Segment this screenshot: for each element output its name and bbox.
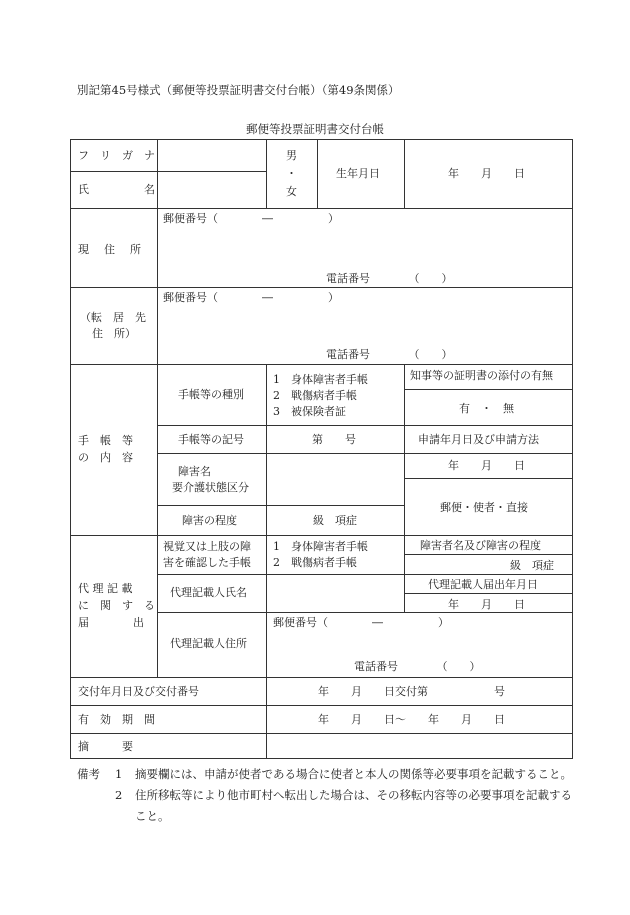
notes-label: 備考	[77, 767, 100, 781]
notebook-type-1: 1 身体障害者手帳	[273, 373, 368, 386]
notes	[77, 764, 577, 827]
notebook-symbol-label: 手帳等の記号	[178, 433, 244, 446]
form-title: 郵便等投票証明書交付台帳	[246, 122, 384, 136]
proxy-section-label-3: 届 出	[78, 616, 144, 629]
proxy-confirm-label: 視覚又は上肢の障	[163, 540, 251, 553]
apply-date: 年 月 日	[448, 459, 525, 472]
proxy-section-label: 代 理 記 載	[78, 582, 133, 595]
application-label: 申請年月日及び申請方法	[418, 433, 539, 446]
yes-no: 有 ・ 無	[459, 402, 514, 415]
valid-label: 有 効 期 間	[78, 713, 155, 726]
name-label: 氏 名	[78, 183, 155, 196]
phone-number: 電話番号 （ ）	[326, 272, 453, 285]
proxy-section-label-2: に 関 す る	[78, 599, 155, 612]
note-text: 摘要欄には、申請が使者である場合に使者と本人の関係等必要事項を記載すること。	[135, 767, 572, 781]
notebook-type-label: 手帳等の種別	[178, 388, 244, 401]
proxy-confirm-label-2: 害を確認した手帳	[163, 556, 251, 569]
notebook-section-label-2: の 内 容	[78, 451, 133, 464]
address-label: 現 住 所	[78, 243, 143, 256]
notebook-type-2: 2 戦傷病者手帳	[273, 389, 357, 402]
proxy-phone-number: 電話番号 （ ）	[354, 660, 481, 673]
gender-male: 男	[286, 149, 297, 162]
care-level-label: 要介護状態区分	[172, 481, 249, 494]
disability-name-label: 障害名	[178, 465, 211, 478]
remarks-label: 摘 要	[78, 740, 133, 753]
note-text: 住所移転等により他市町村へ転出した場合は、その移転内容等の必要事項を記載すること。	[135, 788, 572, 823]
valid-value: 年 月 日～ 年 月 日	[318, 713, 505, 726]
proxy-name-label: 代理記載人氏名	[170, 586, 247, 599]
proxy-postal-code: 郵便番号（ ― ）	[273, 616, 449, 629]
note-number: 1	[115, 767, 123, 781]
postal-code-forward: 郵便番号（ ― ）	[163, 291, 339, 304]
form-heading: 別記第45号様式（郵便等投票証明書交付台帳）（第49条関係）	[77, 83, 400, 97]
birthdate-label: 生年月日	[336, 167, 380, 180]
notebook-symbol-value: 第 号	[312, 433, 356, 446]
phone-number-forward: 電話番号 （ ）	[326, 348, 453, 361]
furigana-label: フ リ ガ ナ	[78, 149, 155, 162]
gender-dot: ・	[286, 167, 297, 180]
proxy-filed-date: 年 月 日	[448, 598, 525, 611]
note-number: 2	[115, 788, 123, 802]
proxy-address-label: 代理記載人住所	[170, 637, 247, 650]
issue-label: 交付年月日及び交付番号	[78, 685, 199, 698]
proxy-disabled-degree: 障害者名及び障害の程度	[420, 539, 541, 552]
issue-value: 年 月 日交付第 号	[318, 685, 505, 698]
proxy-notebook-2: 2 戦傷病者手帳	[273, 556, 357, 569]
apply-methods: 郵便・使者・直接	[440, 501, 528, 514]
birthdate-value: 年 月 日	[448, 167, 525, 180]
proxy-filed-date-label: 代理記載人届出年月日	[428, 578, 538, 591]
postal-code: 郵便番号（ ― ）	[163, 212, 339, 225]
proxy-degree-value: 級 項症	[510, 559, 554, 572]
disability-degree-value: 級 項症	[313, 514, 357, 527]
notebook-section-label: 手 帳 等	[78, 434, 133, 447]
forward-label: （転 居 先	[80, 311, 146, 324]
governor-cert-label: 知事等の証明書の添付の有無	[410, 369, 553, 382]
notebook-type-3: 3 被保険者証	[273, 405, 346, 418]
forward-label-2: 住 所）	[92, 327, 136, 340]
disability-degree-label: 障害の程度	[182, 514, 237, 527]
gender-female: 女	[286, 185, 297, 198]
proxy-notebook-1: 1 身体障害者手帳	[273, 540, 368, 553]
